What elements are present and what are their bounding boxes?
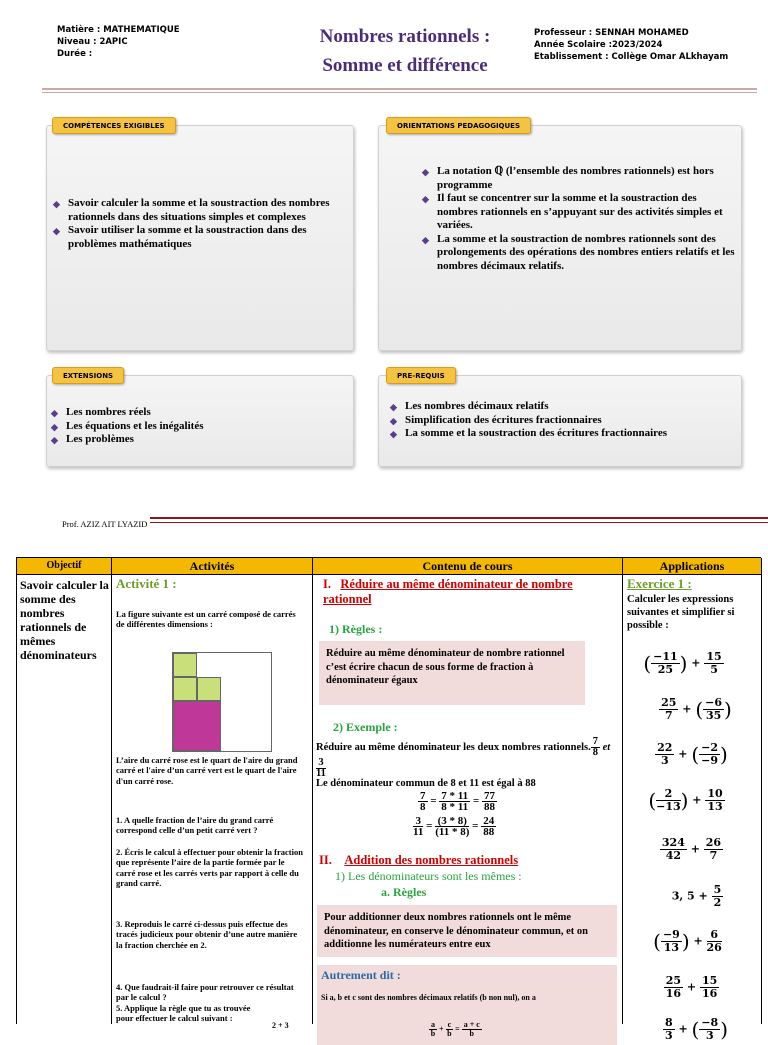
- expression-3: $\frac{22}{3}$ + ( $\frac{-2}{-9}$ ): [657, 741, 728, 767]
- equation-2: $\frac{3}{11}$ = $\frac{(3 * 8)}{(11 * 8)}$ = $\frac{24}{88}$: [413, 815, 495, 838]
- diamond-bullet-icon: ◆: [51, 435, 58, 445]
- lesson-table: [16, 557, 761, 1042]
- green-square: [173, 653, 197, 677]
- list-item: ◆ La somme et la soustraction des écritures fractionnaires: [389, 427, 737, 441]
- question-5: 5. Applique la règle que tu as trouvée pour effectuer le calcul suivant :: [116, 1003, 251, 1024]
- autrement-text: Si a, b et c sont des nombres décimaux relatifs (b non nul), on a: [321, 993, 536, 1002]
- expression-9: $\frac{8}{3}$ + ( $\frac{-8}{3}$ ): [664, 1016, 729, 1042]
- regles-heading: 1) Règles :: [329, 622, 383, 636]
- expression-1: ( $\frac{-11}{25}$ ) + $\frac{15}{5}$: [643, 650, 722, 676]
- objectif-column: [17, 575, 112, 1024]
- s2-subheading: 1) Les dénominateurs sont les mêmes :: [335, 869, 522, 883]
- list-item: ◆ Savoir utiliser la somme et la soustraction dans des problèmes mathématiques: [53, 224, 307, 250]
- pink-square: [173, 701, 221, 751]
- expression-4: ( $\frac{2}{-13}$ ) + $\frac{10}{13}$: [648, 787, 723, 813]
- matiere-label: Matière : MATHEMATIQUE: [57, 25, 180, 35]
- page-title: [282, 22, 528, 80]
- diamond-bullet-icon: ◆: [422, 234, 429, 245]
- annee-label: Année Scolaire :2023/2024: [534, 40, 663, 50]
- niveau-label: Niveau : 2APIC: [57, 37, 128, 47]
- diamond-bullet-icon: ◆: [422, 167, 429, 177]
- diamond-bullet-icon: ◆: [51, 408, 58, 418]
- question-3: 3. Reproduis le carré ci-dessus puis effectue des tracés judicieux pour obtenir d’une autre manière la fraction cherchée en 2.: [116, 919, 298, 950]
- expression-2: $\frac{25}{7}$ + ( $\frac{-6}{35}$ ): [661, 696, 732, 722]
- professeur-label: Professeur : SENNAH MOHAMED: [534, 28, 689, 38]
- title-line-2: Somme et différence: [322, 55, 488, 76]
- competences-list: [52, 197, 350, 251]
- list-item: ◆ Simplification des écritures fractionnaires: [389, 414, 737, 428]
- question-4: 4. Que faudrait-il faire pour retrouver ce résultat par le calcul ?: [116, 982, 294, 1003]
- green-square: [197, 677, 221, 701]
- exemple-text: Réduire au même dénominateur les deux nombres rationnels. $\frac{7}{8}$ et $\frac{3}{11}$: [316, 736, 611, 779]
- activite-title: Activité 1 :: [116, 576, 177, 591]
- extensions-list: [50, 406, 348, 447]
- diamond-bullet-icon: ◆: [390, 402, 397, 412]
- regle-box: Réduire au même dénominateur de nombre rationnel c’est écrire chacun de sous forme de fraction à dénominateur égaux: [319, 641, 585, 705]
- q5-numerators: 2 + 3: [272, 1021, 289, 1030]
- denom-commun-text: Le dénominateur commun de 8 et 11 est égal à 88: [316, 778, 536, 789]
- expression-8: $\frac{25}{16}$ + $\frac{15}{16}$: [665, 974, 718, 1000]
- contenu-column: [313, 575, 623, 1038]
- header-divider-thin: [42, 92, 757, 93]
- author-label: Prof. AZIZ AIT LYAZID: [62, 519, 148, 529]
- green-square: [173, 677, 197, 701]
- etablissement-label: Etablissement : Collège Omar ALkhayam: [534, 52, 729, 62]
- prerequis-list: [389, 400, 737, 441]
- author-rule: [150, 517, 768, 519]
- title-line-1: Nombres rationnels :: [319, 26, 491, 47]
- competences-tag: COMPÉTENCES EXIGIBLES: [52, 117, 176, 134]
- activites-column: [112, 575, 313, 1030]
- s2-a-heading: a. Règles: [381, 885, 427, 899]
- extensions-tag: EXTENSIONS: [52, 367, 124, 384]
- author-rule-thin: [150, 522, 768, 523]
- list-item: ◆ La notation ℚ (l’ensemble des nombres rationnels) est hors programme: [422, 165, 714, 191]
- expression-6: 3, 5 + $\frac{5}{2}$: [671, 883, 722, 909]
- diamond-bullet-icon: ◆: [53, 226, 60, 236]
- list-item: ◆ Les équations et les inégalités: [50, 420, 348, 434]
- orientations-list: [421, 165, 737, 273]
- list-item: ◆ La somme et la soustraction de nombres rationnels sont des prolongements des opérations des nombres entiers relatifs et les nombres décimaux relatifs.: [422, 232, 735, 272]
- diamond-bullet-icon: ◆: [422, 194, 429, 204]
- square-figure: [172, 652, 272, 752]
- expression-7: ( $\frac{-9}{13}$ ) + $\frac{6}{26}$: [653, 928, 722, 954]
- question-1: 1. A quelle fraction de l’aire du grand carré correspond celle d’un petit carré vert ?: [116, 815, 274, 836]
- header-contenu: Contenu de cours: [313, 558, 623, 575]
- header-activites: Activités: [112, 558, 313, 575]
- diamond-bullet-icon: ◆: [390, 415, 397, 426]
- header-right: [534, 27, 728, 63]
- section-1-title: I. Réduire au même dénominateur de nombre rationnel: [323, 577, 573, 606]
- prerequis-tag: PRE-REQUIS: [386, 367, 456, 384]
- activite-intro: La figure suivante est un carré composé de carrés de différentes dimensions :: [116, 609, 296, 630]
- addition-formula: $\frac{a}{b}$ + $\frac{c}{b}$ = $\frac{a + c}{b}$: [430, 1020, 480, 1038]
- diamond-bullet-icon: ◆: [51, 421, 58, 432]
- duree-label: Durée :: [57, 49, 93, 59]
- list-item: ◆ Les nombres réels: [50, 406, 348, 420]
- regle-addition-box: Pour additionner deux nombres rationnels ont le même dénominateur, en conserve le dénominateur commun, et on additionne les numérateurs entre eux: [317, 905, 617, 957]
- exemple-heading: 2) Exemple :: [333, 720, 398, 734]
- header-left: [57, 24, 180, 60]
- diamond-bullet-icon: ◆: [53, 199, 60, 209]
- objectif-text: Savoir calculer la somme des nombres rationnels de mêmes dénominateurs: [20, 578, 109, 662]
- exercice-title: Exercice 1 :: [627, 576, 692, 591]
- section-2-title: II. Addition des nombres rationnels: [319, 853, 519, 867]
- list-item: ◆ Les nombres décimaux relatifs: [389, 400, 737, 414]
- question-2: 2. Écris le calcul à effectuer pour obtenir la fraction que représente l’aire de la partie formée par le carré rose et les carrés verts par rapport à celle du grand carré.: [116, 847, 303, 889]
- header-objectif: Objectif: [17, 558, 112, 575]
- autrement-heading: Autrement dit :: [321, 968, 401, 982]
- applications-column: [623, 575, 762, 1042]
- expression-5: $\frac{324}{42}$ + $\frac{26}{7}$: [661, 836, 722, 862]
- list-item: ◆ Il faut se concentrer sur la somme et la soustraction des nombres rationnels en s’appuyant sur des activités simples et variées.: [422, 192, 723, 231]
- autrement-box: [317, 965, 617, 1045]
- header-divider: [42, 88, 757, 90]
- orientations-tag: ORIENTATIONS PEDAGOGIQUES: [386, 117, 531, 134]
- list-item: ◆ Savoir calculer la somme et la soustraction des nombres rationnels dans des situations simples et complexes: [53, 197, 330, 223]
- equation-1: $\frac{7}{8}$ = $\frac{7 * 11}{8 * 11}$ = $\frac{77}{88}$: [420, 790, 495, 813]
- list-item: ◆ Les problèmes: [50, 433, 348, 447]
- exercice-text: Calculer les expressions suivantes et simplifier si possible :: [627, 594, 735, 631]
- diamond-bullet-icon: ◆: [390, 429, 397, 439]
- header-applications: Applications: [623, 558, 762, 575]
- activite-para: L’aire du carré rose est le quart de l'aire du grand carré et l'aire d’un carré vert est le quart de l'aire d'un carré rose.: [116, 755, 298, 786]
